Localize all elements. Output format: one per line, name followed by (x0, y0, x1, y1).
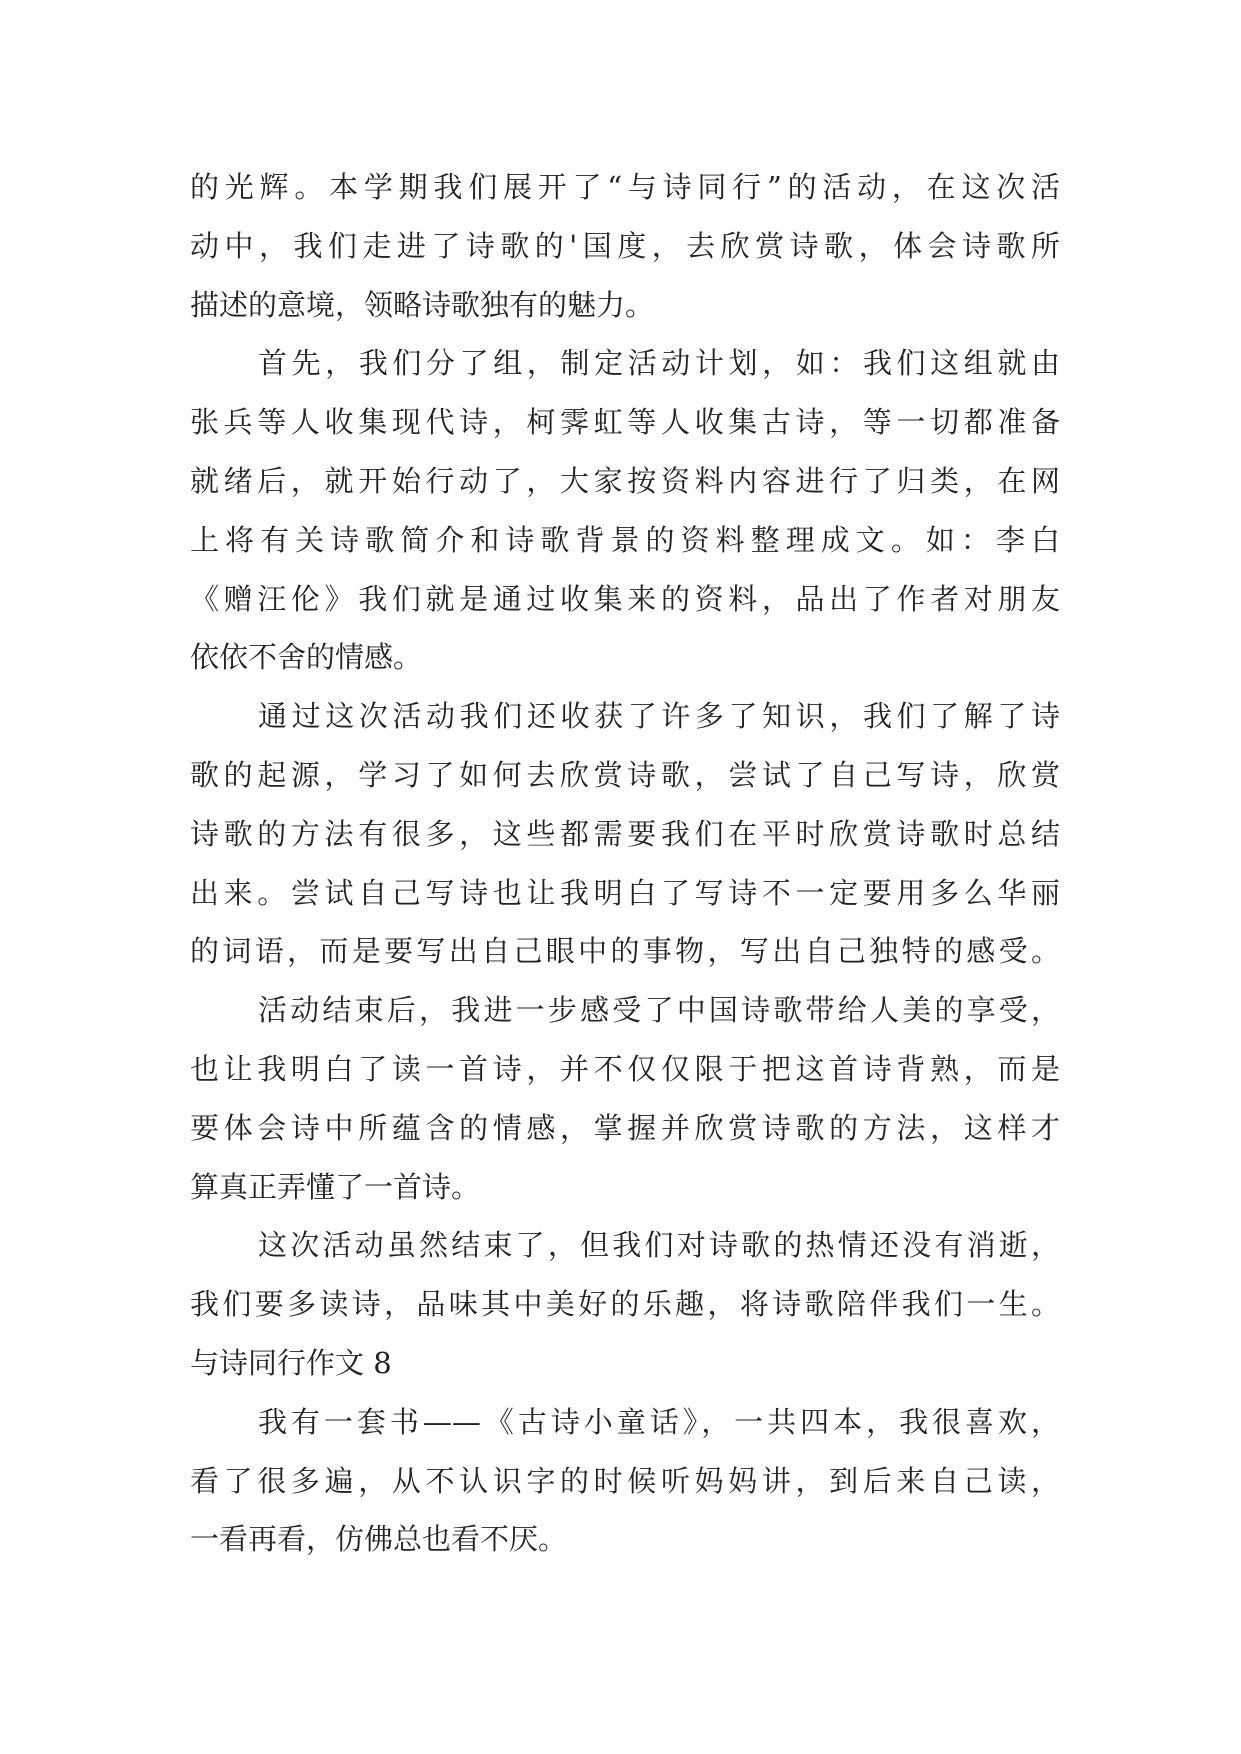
text-line: 首先，我们分了组，制定活动计划，如：我们这组就由 (258, 346, 1060, 381)
paragraph-6 (190, 1393, 1060, 1569)
text-line: 动中，我们走进了诗歌的'国度，去欣赏诗歌，体会诗歌所 (190, 228, 1060, 263)
text-line: 的光辉。本学期我们展开了“与诗同行”的活动，在这次活 (190, 170, 1060, 204)
text-line: 依依不舍的情感。 (190, 640, 423, 675)
text-line: 就绪后，就开始行动了，大家按资料内容进行了归类，在网 (190, 463, 1060, 498)
paragraph-4 (190, 981, 1060, 1216)
text-line: 描述的意境，领略诗歌独有的魅力。 (190, 287, 655, 322)
paragraph-2 (190, 334, 1060, 687)
paragraph-5 (190, 1216, 1060, 1334)
paragraph-1 (190, 158, 1060, 334)
text-line: 我有一套书——《古诗小童话》，一共四本，我很喜欢， (258, 1404, 1060, 1439)
text-line: 活动结束后，我进一步感受了中国诗歌带给人美的享受， (258, 993, 1060, 1028)
text-line: 我们要多读诗，品味其中美好的乐趣，将诗歌陪伴我们一生。 (190, 1287, 1060, 1322)
text-line: 歌的起源，学习了如何去欣赏诗歌，尝试了自己写诗，欣赏 (190, 757, 1060, 792)
text-line: 通过这次活动我们还收获了许多了知识，我们了解了诗 (258, 699, 1060, 734)
text-line: 上将有关诗歌简介和诗歌背景的资料整理成文。如：李白 (190, 522, 1060, 557)
document-body (190, 158, 1060, 1569)
heading-text: 与诗同行作文 8 (190, 1345, 392, 1380)
text-line: 诗歌的方法有很多，这些都需要我们在平时欣赏诗歌时总结 (190, 816, 1060, 851)
text-line: 也让我明白了读一首诗，并不仅仅限于把这首诗背熟，而是 (190, 1051, 1060, 1086)
text-line: 的词语，而是要写出自己眼中的事物，写出自己独特的感受。 (190, 934, 1060, 969)
text-line: 算真正弄懂了一首诗。 (190, 1169, 481, 1204)
text-line: 《赠汪伦》我们就是通过收集来的资料，品出了作者对朋友 (190, 581, 1060, 616)
text-line: 张兵等人收集现代诗，柯霁虹等人收集古诗，等一切都准备 (190, 405, 1060, 440)
section-heading (190, 1334, 1060, 1393)
text-line: 出来。尝试自己写诗也让我明白了写诗不一定要用多么华丽 (190, 875, 1060, 910)
text-line: 要体会诗中所蕴含的情感，掌握并欣赏诗歌的方法，这样才 (190, 1110, 1060, 1145)
text-line: 一看再看，仿佛总也看不厌。 (190, 1522, 568, 1557)
paragraph-3 (190, 687, 1060, 981)
text-line: 看了很多遍，从不认识字的时候听妈妈讲，到后来自己读， (190, 1463, 1060, 1498)
text-line: 这次活动虽然结束了，但我们对诗歌的热情还没有消逝， (258, 1228, 1060, 1263)
